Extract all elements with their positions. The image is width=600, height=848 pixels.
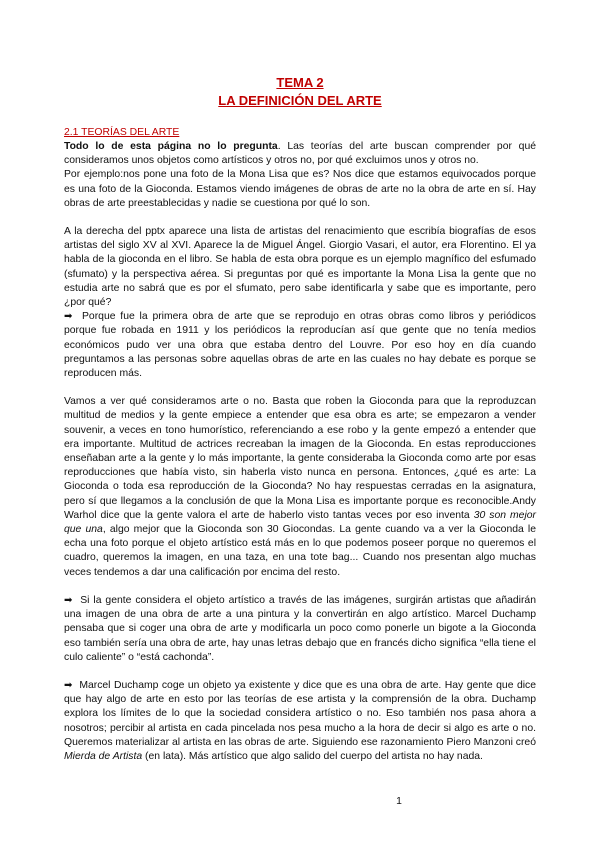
paragraph-4	[64, 310, 536, 381]
paragraph-7-before: Marcel Duchamp coge un objeto ya existente y dice que es una obra de arte. Hay gente que dice que hay algo de arte en esto por las teorías de ese artista y la comprensión de la obra. Duchamp explora los límites de lo que la sociedad considera artístico o no. Eso también nos pasa ahora a nosotros; percibir al artista en cada pincelada nos pesa mucho a la hora de decir si algo es arte o no. Queremos materializar al artista en las obras de arte. Siguiendo ese razonamiento Piero Manzoni creó	[64, 679, 537, 748]
paragraph-7-after: (en lata). Más artístico que algo salido del cuerpo del artista no hay nada.	[142, 750, 483, 762]
page-subtitle: LA DEFINICIÓN DEL ARTE	[218, 93, 382, 108]
paragraph-4-text: Porque fue la primera obra de arte que se reprodujo en otras obras como libros y periódicos porque fue robada en 1911 y los periódicos la reproducían así que gente que no tenía medios económicos pudo ver una obra que estaba dentro del Louvre. Por eso hoy en día cuando preguntamos a las personas sobre aquellas obras de arte en las cuales no hay debate es porque se reproducen más.	[64, 311, 536, 380]
arrow-icon: ➡	[64, 311, 73, 323]
page-title: TEMA 2	[276, 75, 324, 90]
paragraph-5-before: Vamos a ver qué consideramos arte o no. Basta que roben la Gioconda para que la reproduzcan multitud de medios y la gente empiece a entender que esa obra es arte; se empezaron a vender souvenir, a veces en tono humorístico, referenciando a ese robo y la gente empezó a entender que era importante. Multitud de actrices recreaban la imagen de la Gioconda. En estas reproducciones enseñaban arte a la gente y lo más importante, la gente consideraba la Gioconda como arte por esas reproducciones que había visto, sin haberla visto nunca en persona. Entonces, ¿qué es arte: La Gioconda o toda esa reproducción de la Gioconda? No hay respuestas cerradas en la asignatura, pero sí que llegamos a la conclusión de que la Mona Lisa es importante porque es reconocible.Andy Warhol dice que la gente valora el arte de haberlo visto tantas veces por eso inventa	[64, 396, 536, 521]
paragraph-5	[64, 395, 536, 580]
paragraph-5-after: , algo mejor que la Gioconda son 30 Giocondas. La gente cuando va a ver la Gioconda le echa una foto porque el objeto artístico está más en lo que podemos poseer porque no queremos el cuadro, queremos la imagen, en una taza, en una tote bag... Cuando nos presentan algo muchas veces tendemos a dar una calificación por encima del resto.	[64, 524, 537, 578]
paragraph-7	[64, 679, 536, 764]
arrow-icon: ➡	[64, 679, 73, 691]
paragraph-2: Por ejemplo:nos pone una foto de la Mona Lisa que es? Nos dice que estamos equivocados porque es una foto de la Gioconda. Estamos viendo imágenes de obras de arte no la obra de arte en sí. Hay obras de arte preestablecidas y nadie se cuestiona por qué lo son.	[64, 169, 536, 209]
page-number: 1	[396, 796, 402, 807]
paragraph-1-rest: . Las teorías del arte buscan comprender por qué consideramos unos objetos como artísticos y otros no, por qué excluimos unos y otros no.	[64, 141, 537, 167]
paragraph-6	[64, 594, 536, 665]
paragraph-3: A la derecha del pptx aparece una lista de artistas del renacimiento que escribía biografías de esos artistas del siglo XV al XVI. Aparece la de Miguel Ángel. Giorgio Vasari, el autor, era Florentino. El ya habla de la gioconda en el libro. Se habla de esta obra porque es un ejemplo magnífico del esfumado (sfumato) y la perspectiva aérea. Si preguntas por qué es importante la Mona Lisa la gente que no estudia arte no sabrá que es por el sfumato, pero sabe identificarla y sabe que es importante, pero ¿por qué?	[64, 226, 536, 309]
paragraph-1-bold: Todo lo de esta página no lo pregunta	[64, 141, 278, 152]
arrow-icon: ➡	[64, 594, 73, 606]
paragraph-7-italic: Mierda de Artista	[64, 750, 143, 762]
paragraph-6-text: Si la gente considera el objeto artístico a través de las imágenes, surgirán artistas que añadirán una imagen de una obra de arte a una pintura y la convertirán en algo artístico. Marcel Duchamp pensaba que si coger una obra de arte y modificarla un poco como ponerle un bigote a la Gioconda eso también sería una obra de arte, hay unas letras debajo que en francés dicho significa “ella tiene el culo caliente” o “está cachonda”.	[64, 594, 536, 663]
section-heading: 2.1 TEORÍAS DEL ARTE	[64, 127, 180, 138]
paragraph-5-italic: 30 son mejor que una	[64, 509, 536, 536]
paragraph-1	[64, 140, 536, 168]
